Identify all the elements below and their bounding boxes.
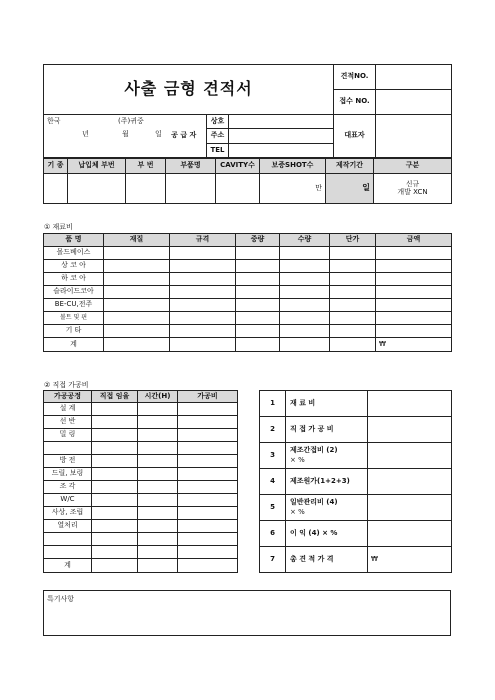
- product-header-part-no: 부 번: [126, 159, 166, 174]
- product-header-category: 구분: [374, 159, 452, 174]
- materials-cell[interactable]: [330, 260, 376, 273]
- summary-row-label: [286, 391, 368, 417]
- processing-cell[interactable]: [178, 546, 238, 559]
- summary-row-number: 2: [260, 417, 286, 443]
- processing-header-hours: 시간(H): [138, 391, 178, 403]
- processing-cell[interactable]: [178, 468, 238, 481]
- product-part-name-cell[interactable]: [166, 174, 216, 204]
- processing-cell[interactable]: [178, 455, 238, 468]
- category-line-1: 신규: [405, 180, 420, 189]
- processing-cell[interactable]: [138, 442, 178, 455]
- receipt-no-label: 접수 NO.: [334, 90, 376, 115]
- materials-cell[interactable]: [330, 325, 376, 338]
- summary-row: [260, 521, 452, 547]
- summary-row: [260, 469, 452, 495]
- product-category-cell[interactable]: [374, 174, 452, 204]
- materials-cell[interactable]: [280, 273, 330, 286]
- processing-cell[interactable]: [138, 494, 178, 507]
- processing-cell[interactable]: [138, 455, 178, 468]
- product-header-model: 기 종: [44, 159, 68, 174]
- summary-row-label: [286, 417, 368, 443]
- materials-cell[interactable]: [330, 247, 376, 260]
- processing-cell[interactable]: [138, 546, 178, 559]
- materials-cell[interactable]: [170, 312, 236, 325]
- summary-row-value[interactable]: [368, 469, 452, 495]
- summary-row-value[interactable]: [368, 495, 452, 521]
- summary-label-line-2: × %: [290, 455, 305, 464]
- processing-cell[interactable]: [138, 520, 178, 533]
- materials-item-name: 몰드베이스: [44, 247, 104, 260]
- summary-row-number: 7: [260, 547, 286, 573]
- summary-row: [260, 417, 452, 443]
- product-model-cell[interactable]: [44, 174, 68, 204]
- materials-cell[interactable]: [170, 247, 236, 260]
- materials-row: [44, 260, 452, 273]
- processing-cell[interactable]: [92, 494, 138, 507]
- materials-cell[interactable]: [236, 286, 280, 299]
- processing-cell[interactable]: [178, 494, 238, 507]
- materials-header-qty: 수량: [280, 234, 330, 247]
- processing-total-cost[interactable]: [178, 559, 238, 573]
- processing-item-name: [44, 546, 92, 559]
- materials-cell[interactable]: [376, 312, 452, 325]
- date-month: 월: [122, 130, 129, 138]
- materials-row: [44, 299, 452, 312]
- summary-label-line-1: 제조원가(1+2+3): [290, 476, 350, 485]
- processing-item-name: 열처리: [44, 520, 92, 533]
- product-period-cell[interactable]: 일: [326, 174, 374, 204]
- materials-cell[interactable]: [104, 286, 170, 299]
- materials-cell[interactable]: [376, 247, 452, 260]
- processing-cell[interactable]: [138, 481, 178, 494]
- materials-cell[interactable]: [170, 273, 236, 286]
- processing-cell[interactable]: [92, 468, 138, 481]
- estimate-no-value[interactable]: [376, 65, 452, 90]
- processing-header-rate: 직접 임율: [92, 391, 138, 403]
- materials-item-name: BE-CU,전주: [44, 299, 104, 312]
- processing-table: [43, 390, 238, 573]
- supplier-label: 공 급 자: [162, 115, 207, 158]
- materials-cell[interactable]: [376, 260, 452, 273]
- processing-cell[interactable]: [138, 429, 178, 442]
- summary-row-label: [286, 443, 368, 469]
- processing-cell[interactable]: [92, 507, 138, 520]
- materials-rows: [44, 247, 452, 338]
- product-header-shot: 보증SHOT수: [260, 159, 326, 174]
- product-header-delivery-part: 납입체 부번: [68, 159, 126, 174]
- materials-header-amount: 금액: [376, 234, 452, 247]
- processing-cell[interactable]: [92, 416, 138, 429]
- address-label: 주소: [207, 129, 229, 143]
- summary-row: [260, 547, 452, 573]
- materials-cell[interactable]: [104, 273, 170, 286]
- processing-row: [44, 468, 238, 481]
- materials-header-material: 재질: [104, 234, 170, 247]
- processing-item-name: 사상, 조립: [44, 507, 92, 520]
- materials-cell[interactable]: [330, 273, 376, 286]
- processing-cell[interactable]: [138, 507, 178, 520]
- materials-cell[interactable]: [376, 273, 452, 286]
- processing-cell[interactable]: [178, 481, 238, 494]
- materials-cell[interactable]: [236, 260, 280, 273]
- materials-cell[interactable]: [170, 286, 236, 299]
- summary-label-line-1: 직 접 가 공 비: [290, 424, 334, 433]
- tel-value[interactable]: [229, 143, 334, 157]
- materials-cell[interactable]: [236, 299, 280, 312]
- summary-label-line-2: × %: [290, 507, 305, 516]
- product-header-period: 제작기간: [326, 159, 374, 174]
- processing-section-title: ② 직접 가공비: [44, 381, 89, 389]
- processing-row: [44, 533, 238, 546]
- company-name-label: 상호: [207, 115, 229, 129]
- summary-row-value[interactable]: ₩: [368, 547, 452, 573]
- materials-row: [44, 325, 452, 338]
- materials-row: [44, 286, 452, 299]
- processing-row: [44, 442, 238, 455]
- date-day: 일: [155, 130, 162, 138]
- product-header-cavity: CAVITY수: [216, 159, 260, 174]
- materials-cell[interactable]: [170, 260, 236, 273]
- summary-row-number: 4: [260, 469, 286, 495]
- header-table: [43, 64, 452, 158]
- materials-cell[interactable]: [330, 312, 376, 325]
- processing-row: [44, 520, 238, 533]
- summary-row: [260, 443, 452, 469]
- materials-cell[interactable]: [280, 299, 330, 312]
- materials-cell[interactable]: [280, 325, 330, 338]
- processing-item-name: 선 반: [44, 416, 92, 429]
- materials-cell[interactable]: [280, 260, 330, 273]
- processing-item-name: 방 전: [44, 455, 92, 468]
- recipient-block: [44, 115, 162, 158]
- materials-cell[interactable]: [376, 286, 452, 299]
- processing-cell[interactable]: [92, 455, 138, 468]
- processing-cell[interactable]: [178, 403, 238, 416]
- materials-item-name: 볼트 및 핀: [44, 312, 104, 325]
- summary-row-value[interactable]: [368, 443, 452, 469]
- product-table: [43, 158, 452, 204]
- category-line-2: 개발 XCN: [397, 187, 428, 196]
- summary-label-line-1: 제조간접비 (2): [290, 446, 338, 455]
- materials-cell[interactable]: [376, 325, 452, 338]
- processing-row: [44, 403, 238, 416]
- processing-cell[interactable]: [178, 429, 238, 442]
- processing-cell[interactable]: [138, 416, 178, 429]
- materials-cell[interactable]: [170, 325, 236, 338]
- processing-row: [44, 507, 238, 520]
- processing-cell[interactable]: [178, 533, 238, 546]
- processing-cell[interactable]: [138, 533, 178, 546]
- recipient-country: 한국: [47, 117, 61, 125]
- summary-row: [260, 391, 452, 417]
- materials-item-name: 상 코 아: [44, 260, 104, 273]
- materials-cell[interactable]: [236, 273, 280, 286]
- product-header-part-name: 부품명: [166, 159, 216, 174]
- materials-item-name: 기 타: [44, 325, 104, 338]
- summary-label-line-1: 총 견 적 가 격: [290, 554, 334, 563]
- materials-section-title: ① 재료비: [44, 223, 73, 231]
- representative-label: 대표자: [334, 115, 376, 158]
- summary-row-value[interactable]: [368, 521, 452, 547]
- processing-cell[interactable]: [92, 481, 138, 494]
- processing-cell[interactable]: [92, 429, 138, 442]
- tel-label: TEL: [207, 143, 229, 157]
- materials-item-name: 하 코 아: [44, 273, 104, 286]
- processing-cell[interactable]: [92, 546, 138, 559]
- summary-row-number: 6: [260, 521, 286, 547]
- company-name-value[interactable]: [229, 115, 334, 129]
- summary-row-value[interactable]: [368, 391, 452, 417]
- processing-total-label: 계: [44, 559, 92, 573]
- summary-label-line-1: 이 익 (4) × %: [290, 528, 338, 537]
- materials-header-unit-price: 단가: [330, 234, 376, 247]
- materials-header-name: 품 명: [44, 234, 104, 247]
- materials-cell[interactable]: [280, 286, 330, 299]
- processing-cell[interactable]: [138, 468, 178, 481]
- processing-item-name: 밀 링: [44, 429, 92, 442]
- materials-cell[interactable]: [280, 312, 330, 325]
- processing-row: [44, 546, 238, 559]
- materials-cell[interactable]: [236, 325, 280, 338]
- product-cavity-cell[interactable]: [216, 174, 260, 204]
- materials-cell[interactable]: [236, 247, 280, 260]
- summary-row-label: [286, 495, 368, 521]
- processing-cell[interactable]: [178, 507, 238, 520]
- materials-cell[interactable]: [104, 247, 170, 260]
- materials-header-weight: 중량: [236, 234, 280, 247]
- processing-cell[interactable]: [178, 416, 238, 429]
- remarks-box[interactable]: [43, 590, 451, 636]
- summary-row-label: [286, 521, 368, 547]
- processing-header-cost: 가공비: [178, 391, 238, 403]
- summary-row-number: 5: [260, 495, 286, 521]
- recipient-company: (주)귀중: [118, 117, 144, 125]
- processing-item-name: 조 각: [44, 481, 92, 494]
- materials-cell[interactable]: [104, 325, 170, 338]
- materials-row: [44, 312, 452, 325]
- summary-row: [260, 495, 452, 521]
- processing-cell[interactable]: [92, 520, 138, 533]
- materials-cell[interactable]: [376, 299, 452, 312]
- materials-cell[interactable]: [330, 299, 376, 312]
- processing-header-process: 가공공정: [44, 391, 92, 403]
- materials-row: [44, 247, 452, 260]
- materials-total-label: 계: [44, 338, 104, 352]
- summary-label-line-1: 재 료 비: [290, 398, 316, 407]
- materials-total-amount[interactable]: ₩: [376, 338, 452, 352]
- materials-cell[interactable]: [104, 260, 170, 273]
- processing-cell[interactable]: [92, 442, 138, 455]
- summary-row-label: [286, 469, 368, 495]
- processing-cell[interactable]: [92, 403, 138, 416]
- product-delivery-part-cell[interactable]: [68, 174, 126, 204]
- processing-item-name: [44, 533, 92, 546]
- processing-row: [44, 494, 238, 507]
- remarks-label: 특기사항: [47, 595, 75, 603]
- materials-cell[interactable]: [104, 312, 170, 325]
- summary-row-number: 1: [260, 391, 286, 417]
- materials-cell[interactable]: [236, 312, 280, 325]
- summary-row-label: [286, 547, 368, 573]
- materials-cell[interactable]: [104, 299, 170, 312]
- materials-cell[interactable]: [280, 247, 330, 260]
- address-value[interactable]: [229, 129, 334, 143]
- processing-cell[interactable]: [178, 520, 238, 533]
- materials-header-spec: 규격: [170, 234, 236, 247]
- summary-table: [259, 390, 452, 573]
- receipt-no-value[interactable]: [376, 90, 452, 115]
- processing-row: [44, 481, 238, 494]
- processing-row: [44, 455, 238, 468]
- processing-cell[interactable]: [178, 442, 238, 455]
- document-title: 사출 금형 견적서: [44, 65, 334, 115]
- product-part-no-cell[interactable]: [126, 174, 166, 204]
- processing-row: [44, 429, 238, 442]
- materials-cell[interactable]: [330, 286, 376, 299]
- estimate-no-label: 견적NO.: [334, 65, 376, 90]
- processing-rows: [44, 403, 238, 559]
- summary-row-value[interactable]: [368, 417, 452, 443]
- summary-label-line-1: 일반관리비 (4): [290, 498, 338, 507]
- processing-cell[interactable]: [138, 403, 178, 416]
- processing-item-name: W/C: [44, 494, 92, 507]
- materials-item-name: 슬라이드코아: [44, 286, 104, 299]
- product-shot-cell[interactable]: 만: [260, 174, 326, 204]
- materials-cell[interactable]: [170, 299, 236, 312]
- materials-table: [43, 233, 452, 352]
- processing-item-name: [44, 442, 92, 455]
- processing-item-name: 설 계: [44, 403, 92, 416]
- date-year: 년: [82, 130, 89, 138]
- processing-item-name: 드릴, 보링: [44, 468, 92, 481]
- processing-cell[interactable]: [92, 533, 138, 546]
- representative-value[interactable]: [376, 115, 452, 158]
- processing-row: [44, 416, 238, 429]
- summary-row-number: 3: [260, 443, 286, 469]
- materials-row: [44, 273, 452, 286]
